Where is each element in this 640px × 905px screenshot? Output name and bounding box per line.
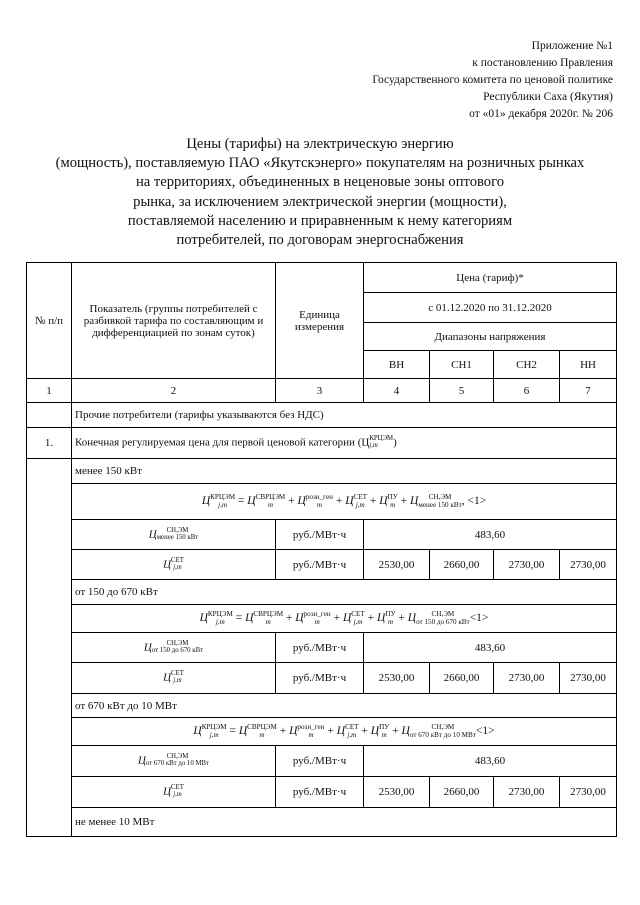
title-line: на территориях, объединенных в неценовые зоны оптового — [135, 174, 505, 191]
row-label — [72, 428, 617, 459]
table-row — [27, 428, 617, 459]
formula-plus: + — [288, 495, 295, 508]
header-ranges: Диапазоны напряжения — [364, 323, 617, 351]
group-title: не менее 10 МВт — [72, 808, 617, 837]
formula-sub: от 670 кВт до 10 МВт — [409, 730, 476, 739]
formula-sub: m — [387, 617, 393, 626]
formula-symbol: Ц — [401, 725, 410, 738]
appendix-line: Приложение №1 — [531, 40, 613, 52]
component-symbol: Ц — [148, 528, 157, 541]
appendix-line: Государственного комитета по ценовой политике — [372, 74, 613, 86]
formula-sub: j,m — [218, 500, 228, 509]
formula-sup: СЕТ — [345, 723, 359, 732]
formula — [202, 495, 486, 507]
label-sub: j,m — [369, 442, 378, 449]
set-component — [72, 663, 276, 694]
table-row — [27, 746, 617, 777]
column-number: 6 — [494, 379, 560, 403]
group-title: от 670 кВт до 10 МВт — [72, 694, 617, 718]
table-row — [27, 403, 617, 428]
sn-component — [72, 520, 276, 550]
component-sup: СЕТ — [171, 556, 184, 564]
component-sup: СН,ЭМ — [166, 639, 189, 647]
header-price: Цена (тариф)* — [364, 263, 617, 293]
header-unit: Единица измерения — [276, 263, 364, 379]
title-line: (мощность), поставляемую ПАО «Якутскэнерго» покупателям на розничных рынках — [55, 155, 585, 172]
group-title: от 150 до 670 кВт — [72, 580, 617, 605]
formula-symbol: Ц — [370, 725, 380, 738]
component-sub: от 670 кВт до 10 МВт — [145, 760, 210, 767]
unit-cell: руб./МВт·ч — [276, 550, 364, 580]
formula-symbol: Ц — [407, 612, 417, 625]
component-symbol: Ц — [163, 671, 172, 684]
formula-symbol: Ц — [245, 612, 254, 625]
formula-sub: m — [308, 730, 314, 739]
formula-sub: m — [259, 730, 265, 739]
formula-symbol: Ц — [201, 495, 211, 508]
appendix-line: Республики Саха (Якутия) — [483, 91, 613, 103]
formula-sub: m — [314, 617, 320, 626]
component-sup: СЕТ — [171, 784, 184, 792]
table-header-row — [27, 263, 617, 293]
formula-sup: СН,ЭМ — [428, 493, 452, 502]
formula-sup: СН,ЭМ — [431, 723, 455, 732]
formula-row — [27, 605, 617, 633]
set-value: 2660,00 — [430, 663, 494, 694]
formula-eq: = — [229, 725, 236, 738]
formula-symbol: Ц — [289, 725, 298, 738]
column-number: 2 — [72, 379, 276, 403]
formula-plus: + — [361, 725, 368, 738]
group-title-row — [27, 694, 617, 718]
column-number: 4 — [364, 379, 430, 403]
formula-sub: j,m — [353, 617, 363, 626]
appendix-line: к постановлению Правления — [472, 57, 613, 69]
formula-cell — [72, 484, 617, 520]
formula-symbol: Ц — [193, 725, 202, 738]
sn-value: 483,60 — [364, 520, 617, 550]
voltage-level: НН — [560, 351, 617, 379]
formula-plus: + — [392, 725, 399, 738]
title-line: рынка, за исключением электрической энергии (мощности), — [133, 193, 507, 210]
formula-symbol: Ц — [379, 495, 388, 508]
formula-plus: + — [279, 725, 287, 738]
formula-sub: j,m — [209, 730, 219, 739]
group-title: менее 150 кВт — [72, 459, 617, 484]
voltage-level: ВН — [364, 351, 430, 379]
appendix-block — [372, 38, 613, 123]
set-component — [72, 550, 276, 580]
set-value: 2730,00 — [494, 550, 560, 580]
set-value: 2660,00 — [430, 777, 494, 808]
formula-plus: + — [285, 612, 293, 625]
formula-sub: j,m — [215, 617, 225, 626]
title-line: Цены (тарифы) на электрическую энергию — [186, 136, 454, 152]
formula-symbol: Ц — [336, 725, 346, 738]
formula-sub: от 150 до 670 кВт — [416, 617, 470, 626]
formula-plus: + — [398, 612, 405, 625]
formula-sup: СН,ЭМ — [431, 610, 455, 619]
table-row — [27, 777, 617, 808]
column-number-row — [27, 379, 617, 403]
formula-symbol: Ц — [345, 495, 354, 508]
document-title — [20, 135, 620, 250]
title-line: поставляемой населению и приравненным к нему категориям — [127, 212, 513, 229]
column-number: 3 — [276, 379, 364, 403]
formula-symbol: Ц — [247, 495, 256, 508]
component-symbol: Ц — [137, 754, 146, 767]
formula — [193, 725, 494, 737]
row-label-end: ) — [393, 436, 397, 449]
formula-sup: СВРЦЭМ — [253, 610, 284, 619]
unit-cell: руб./МВт·ч — [276, 777, 364, 808]
column-number: 1 — [27, 379, 72, 403]
table-row — [27, 550, 617, 580]
set-value: 2530,00 — [364, 663, 430, 694]
set-value: 2730,00 — [560, 663, 617, 694]
formula-symbol: Ц — [342, 612, 352, 625]
sn-component — [72, 746, 276, 777]
voltage-level: СН2 — [494, 351, 560, 379]
component-symbol: Ц — [143, 641, 152, 654]
component-sub: j,m — [173, 791, 182, 798]
formula-tail: <1> — [469, 612, 489, 625]
component-sub: менее 150 кВт — [156, 533, 199, 541]
formula-sup: ПУ — [379, 723, 390, 732]
set-value: 2530,00 — [364, 777, 430, 808]
component-sup: СЕТ — [171, 670, 184, 678]
component-symbol: Ц — [163, 785, 172, 798]
set-value: 2530,00 — [364, 550, 430, 580]
component-sup: СН,ЭМ — [166, 526, 189, 534]
formula-sub: m — [265, 617, 271, 626]
voltage-level: СН1 — [430, 351, 494, 379]
group-title-row — [27, 459, 617, 484]
formula-plus: + — [369, 495, 377, 508]
component-sup: СН,ЭМ — [166, 753, 189, 761]
title-line: потребителей, по договорам энергоснабжения — [176, 232, 464, 249]
formula-sub: менее 150 кВт — [418, 500, 462, 509]
sn-component — [72, 633, 276, 663]
header-period: с 01.12.2020 по 31.12.2020 — [364, 293, 617, 323]
label-sup: КРЦЭМ — [369, 435, 394, 443]
formula-symbol: Ц — [238, 725, 248, 738]
formula-plus: + — [327, 725, 334, 738]
formula-sup: КРЦЭМ — [201, 723, 227, 732]
formula-sup: розн_ген — [303, 610, 331, 619]
unit-cell: руб./МВт·ч — [276, 746, 364, 777]
tariff-table — [26, 262, 617, 837]
group-title-row — [27, 808, 617, 837]
table-row — [27, 663, 617, 694]
empty-cell — [27, 403, 72, 428]
formula-symbol: Ц — [297, 495, 306, 508]
appendix-line: от «01» декабря 2020г. № 206 — [469, 108, 613, 120]
formula-sub: m — [267, 500, 274, 509]
sn-value: 483,60 — [364, 633, 617, 663]
formula-sub: j,m — [347, 730, 357, 739]
formula-symbol: Ц — [410, 495, 419, 508]
formula-sup: КРЦЭМ — [210, 493, 236, 502]
set-value: 2730,00 — [494, 663, 560, 694]
component-sub: от 150 до 670 кВт — [151, 646, 204, 654]
formula — [200, 612, 489, 624]
table-row — [27, 520, 617, 550]
other-consumers-label: Прочие потребители (тарифы указываются без НДС) — [72, 403, 617, 428]
formula-sup: розн_ген — [297, 723, 325, 732]
formula-eq: = — [235, 612, 243, 625]
formula-plus: + — [400, 495, 408, 508]
column-number: 5 — [430, 379, 494, 403]
sn-value: 483,60 — [364, 746, 617, 777]
formula-symbol: Ц — [199, 612, 208, 625]
formula-sub: j,m — [355, 500, 365, 509]
formula-row — [27, 718, 617, 746]
formula-symbol: Ц — [377, 612, 386, 625]
formula-sup: СВРЦЭМ — [247, 723, 277, 732]
formula-sup: СВРЦЭМ — [255, 493, 286, 502]
formula-eq: = — [237, 495, 245, 508]
unit-cell: руб./МВт·ч — [276, 633, 364, 663]
formula-cell — [72, 718, 617, 746]
table-row — [27, 633, 617, 663]
unit-cell: руб./МВт·ч — [276, 663, 364, 694]
formula-tail: <1> — [475, 725, 495, 738]
formula-sup: СЕТ — [353, 493, 367, 502]
group-title-row — [27, 580, 617, 605]
formula-sup: КРЦЭМ — [207, 610, 233, 619]
formula-sub: m — [316, 500, 322, 509]
formula-sub: m — [381, 730, 387, 739]
set-component — [72, 777, 276, 808]
set-value: 2730,00 — [560, 550, 617, 580]
component-symbol: Ц — [163, 558, 172, 571]
unit-cell: руб./МВт·ч — [276, 520, 364, 550]
merged-cell — [27, 459, 72, 837]
formula-sup: СЕТ — [351, 610, 365, 619]
formula-plus: + — [333, 612, 341, 625]
formula-sup: розн_ген — [305, 493, 333, 502]
row-number: 1. — [27, 428, 72, 459]
formula-plus: + — [367, 612, 375, 625]
row-label-text: Конечная регулируемая цена для первой ценовой категории (Ц — [75, 436, 370, 449]
header-indicator: Показатель (группы потребителей с разбивкой тарифа по составляющим и дифференциацией по зонам суток) — [72, 263, 276, 379]
set-value: 2730,00 — [494, 777, 560, 808]
formula-row — [27, 484, 617, 520]
formula-cell — [72, 605, 617, 633]
formula-sup: ПУ — [385, 610, 396, 619]
component-sub: j,m — [173, 563, 182, 571]
formula-symbol: Ц — [295, 612, 304, 625]
component-sub: j,m — [173, 677, 182, 684]
header-num: № п/п — [27, 263, 72, 379]
formula-plus: + — [335, 495, 343, 508]
formula-sup: ПУ — [387, 493, 398, 502]
formula-sub: m — [390, 500, 396, 509]
column-number: 7 — [560, 379, 617, 403]
set-value: 2730,00 — [560, 777, 617, 808]
formula-tail: , <1> — [461, 495, 487, 508]
set-value: 2660,00 — [430, 550, 494, 580]
